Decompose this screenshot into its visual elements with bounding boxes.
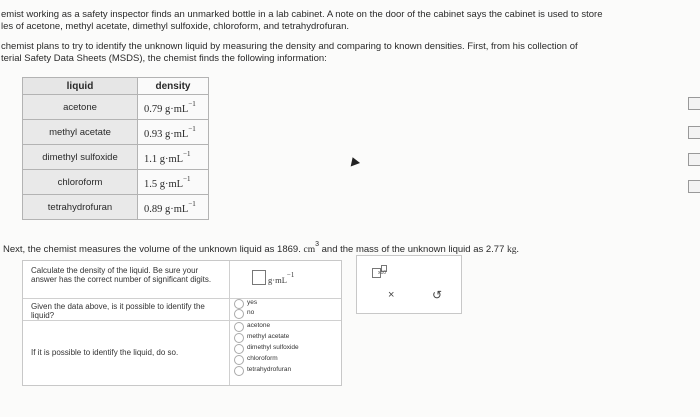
- side-tool-icon[interactable]: [688, 97, 700, 110]
- exponent-label: x10: [378, 270, 387, 276]
- liquid-name: dimethyl sulfoxide: [23, 145, 138, 170]
- radio-dimethyl-sulfoxide[interactable]: [234, 344, 244, 354]
- option-methyl-acetate-label: methyl acetate: [247, 333, 290, 340]
- table-row: [23, 95, 209, 120]
- table-row: [23, 195, 209, 220]
- column-header-liquid: liquid: [23, 78, 138, 95]
- option-yes-label: yes: [247, 299, 258, 306]
- mouse-cursor-icon: [348, 156, 360, 167]
- math-toolbox: [356, 255, 462, 314]
- problem-text-line1: emist working as a safety inspector finds an unmarked bottle in a lab cabinet. A note on the door of the cabinet says the cabinet is used to store: [1, 9, 603, 20]
- problem-text-line4: terial Safety Data Sheets (MSDS), the chemist finds the following information:: [1, 53, 327, 64]
- density-value: 0.79 $g\cdot mL^{-1}$: [138, 95, 209, 120]
- question-which-label: If it is possible to identify the liquid, do so.: [31, 348, 179, 357]
- answer-panel: [22, 260, 342, 386]
- option-tetrahydrofuran-label: tetrahydrofuran: [247, 366, 292, 373]
- radio-no[interactable]: [234, 309, 244, 319]
- radio-methyl-acetate[interactable]: [234, 333, 244, 343]
- radio-tetrahydrofuran[interactable]: [234, 366, 244, 376]
- liquid-name: acetone: [23, 95, 138, 120]
- side-tool-icon[interactable]: [688, 153, 700, 166]
- option-acetone-label: acetone: [247, 322, 271, 329]
- density-value: 1.5 $g\cdot mL^{-1}$: [138, 170, 209, 195]
- msds-table: [22, 77, 209, 220]
- liquid-name: tetrahydrofuran: [23, 195, 138, 220]
- option-no-label: no: [247, 309, 255, 316]
- undo-button[interactable]: ↺: [432, 288, 443, 302]
- question-which-row: [23, 320, 341, 384]
- liquid-name: chloroform: [23, 170, 138, 195]
- problem-text-line2: les of acetone, methyl acetate, dimethyl sulfoxide, chloroform, and tetrahydrofuran.: [1, 21, 349, 32]
- table-row: [23, 120, 209, 145]
- exponent-button[interactable]: [372, 265, 388, 278]
- clear-button[interactable]: ×: [388, 289, 395, 301]
- density-value: 1.1 $g\cdot mL^{-1}$: [138, 145, 209, 170]
- option-dimethyl-sulfoxide-label: dimethyl sulfoxide: [247, 344, 299, 351]
- option-chloroform-label: chloroform: [247, 355, 278, 362]
- density-answer-unit: $g\cdot mL^{-1}$: [268, 271, 295, 285]
- side-tool-icon[interactable]: [688, 180, 700, 193]
- column-header-density: density: [138, 78, 209, 95]
- measurement-text: Next, the chemist measures the volume of the unknown liquid as 1869. $cm^3$ and the mass of the unknown liquid as 2.77 kg.: [3, 241, 519, 255]
- question-density-row: [23, 261, 341, 299]
- liquid-name: methyl acetate: [23, 120, 138, 145]
- question-identify-row: [23, 298, 341, 321]
- table-row: [23, 170, 209, 195]
- radio-chloroform[interactable]: [234, 355, 244, 365]
- density-answer-input[interactable]: [252, 270, 266, 285]
- problem-text-line3: chemist plans to try to identify the unknown liquid by measuring the density and comparing to known densities. First, from his collection of: [1, 41, 578, 52]
- density-value: 0.93 $g\cdot mL^{-1}$: [138, 120, 209, 145]
- table-row: [23, 145, 209, 170]
- side-tool-icon[interactable]: [688, 126, 700, 139]
- radio-acetone[interactable]: [234, 322, 244, 332]
- radio-yes[interactable]: [234, 299, 244, 309]
- density-value: 0.89 $g\cdot mL^{-1}$: [138, 195, 209, 220]
- question-density-label: Calculate the density of the liquid. Be sure your answer has the correct number of significant digits.: [31, 266, 212, 284]
- question-identify-label: Given the data above, is it possible to identify the liquid?: [31, 302, 205, 320]
